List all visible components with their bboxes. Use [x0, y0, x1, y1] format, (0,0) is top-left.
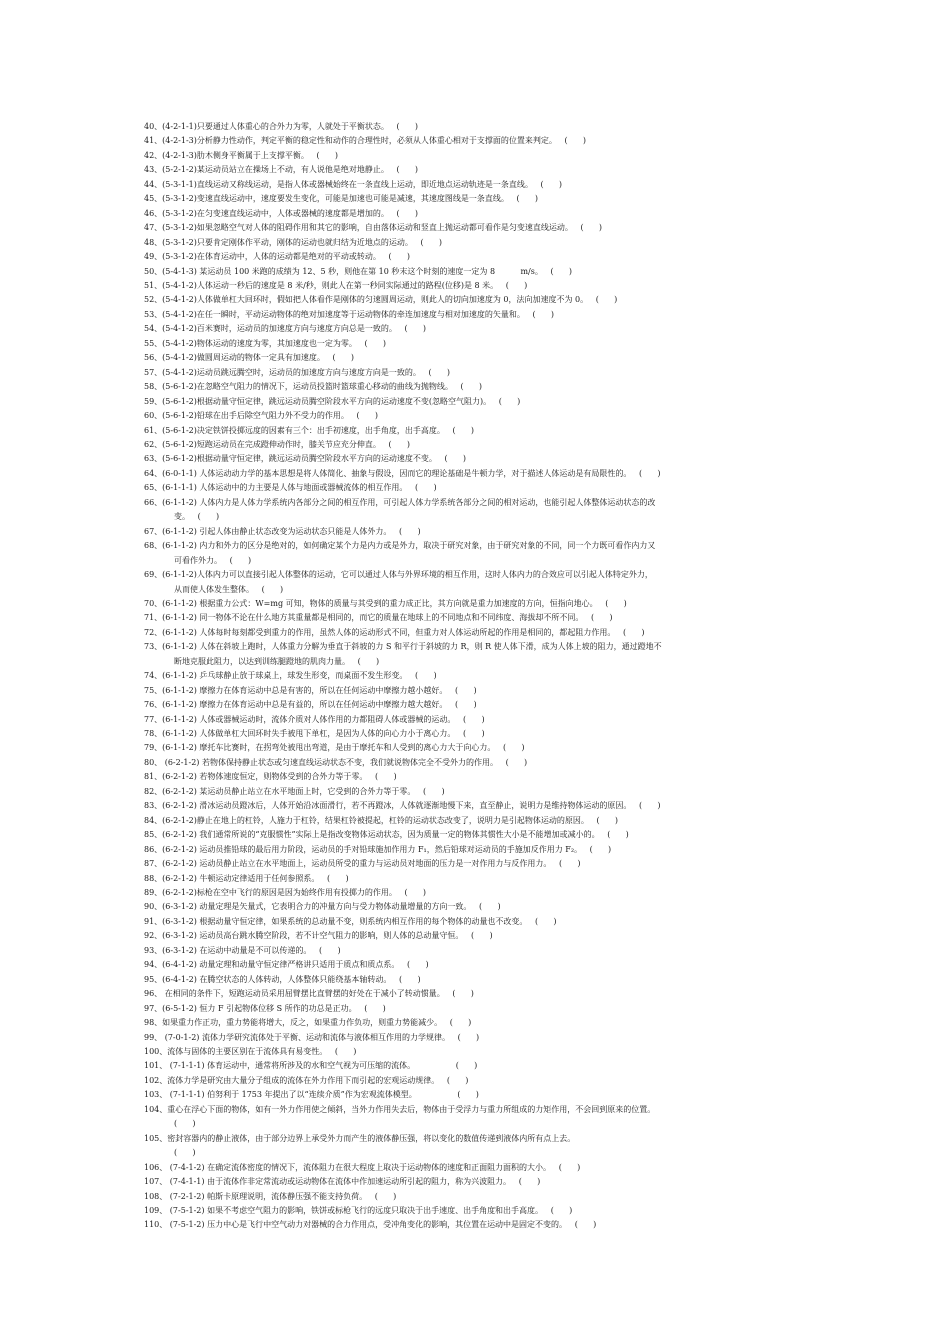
question-item — [144, 1204, 824, 1218]
question-item — [144, 149, 824, 163]
question-text: 63、(5-6-1-2)根据动量守恒定律，跳远运动员腾空阶段水平方向的运动速度不变。 ( ) — [144, 454, 467, 464]
question-item — [144, 958, 824, 972]
question-text: 53、(5-4-1-2)在任一瞬时，平动运动物体的绝对加速度等于运动物体的牵连加速度与相对加速度的矢量和。 ( ) — [144, 309, 555, 319]
question-text: 97、(6-5-1-2) 恒力 F 引起物体位移 S 所作的功总是正功。 ( ) — [144, 1003, 386, 1013]
question-item — [144, 886, 824, 900]
question-item — [144, 308, 824, 322]
question-text: 96、 在相同的条件下，短跑运动员采用屈臂摆比直臂摆的好处在于减小了转动惯量。 ( ) — [144, 989, 474, 999]
question-item — [144, 525, 824, 539]
question-text: 55、(5-4-1-2)物体运动的速度为零，其加速度也一定为零。 ( ) — [144, 338, 387, 348]
question-text: 91、(6-3-1-2) 根据动量守恒定律，如果系统的总动量不变，则系统内相互作用的每个物体的动量也不改变。 ( ) — [144, 916, 557, 926]
question-text: 88、(6-2-1-2) 牛顿运动定律适用于任何参照系。 ( ) — [144, 873, 349, 883]
question-text: 100、流体与固体的主要区别在于流体具有易变性。 ( ) — [144, 1047, 357, 1056]
question-item — [144, 857, 824, 871]
question-text: 77、(6-1-1-2) 人体或器械运动时，流体介质对人体作用的力都阻碍人体或器械的运动。 ( ) — [144, 714, 485, 724]
question-text: 86、(6-2-1-2) 运动员推铅球的最后用力阶段，运动员的手对铅球施加作用力 F₁，然后铅球对运动员的手施加反作用力 F₂。 ( ) — [144, 844, 612, 854]
question-item — [144, 770, 824, 784]
question-item — [144, 626, 824, 640]
question-item — [144, 496, 824, 525]
question-item — [144, 987, 824, 1001]
question-text: 95、(6-4-1-2) 在腾空状态的人体转动，人体整体只能绕基本轴转动。 ( ) — [144, 974, 421, 984]
question-item — [144, 640, 824, 669]
question-text: 40、(4-2-1-1)只要通过人体重心的合外力为零，人就处于平衡状态。 ( ) — [144, 122, 419, 131]
question-item — [144, 265, 824, 279]
question-item — [144, 134, 824, 148]
question-item — [144, 192, 824, 206]
question-item — [144, 684, 824, 698]
question-text: 66、(6-1-1-2) 人体内力是人体力学系统内各部分之间的相互作用，可引起人体力学系统各部分之间的相对运动，也能引起人体整体运动状态的改 — [144, 497, 656, 507]
question-text: 105、密封容器内的静止液体，由于部分边界上承受外力而产生的液体静压强，将以变化的数值传递到液体内所有点上去。 — [144, 1133, 576, 1143]
question-text: 73、(6-1-1-2) 人体在斜坡上跑时，人体重力分解为垂直于斜坡的力 S 和平行于斜坡的力 R，则 R 使人体下滑，成为人体上坡的阻力，通过蹬地不 — [144, 642, 662, 652]
question-text: 104、重心在浮心下面的物体，如有一外力作用使之倾斜，当外力作用失去后，物体由于受浮力与重力所组成的力矩作用，不会回到原来的位置。 — [144, 1104, 656, 1114]
question-text: 65、(6-1-1-1) 人体运动中的力主要是人体与地面或器械流体的相互作用。 ( ) — [144, 483, 437, 493]
question-item — [144, 120, 824, 134]
question-item — [144, 424, 824, 438]
question-text: 83、(6-2-1-2) 滑冰运动员蹬冰后，人体开始沿冰面滑行，若不再蹬冰，人体就逐渐地慢下来，直至静止，说明力是维持物体运动的原因。 ( ) — [144, 801, 661, 811]
question-item — [144, 380, 824, 394]
question-item — [144, 438, 824, 452]
question-text: 76、(6-1-1-2) 摩擦力在体育运动中总是有益的，所以在任何运动中摩擦力越大越好。 ( ) — [144, 700, 477, 710]
question-item — [144, 409, 824, 423]
question-text: 90、(6-3-1-2) 动量定理是矢量式，它表明合力的冲量方向与受力物体动量增量的方向一致。 ( ) — [144, 902, 501, 912]
question-text: 48、(5-3-1-2)只要肯定刚体作平动，刚体的运动也就归结为近地点的运动。 ( ) — [144, 237, 443, 247]
question-item — [144, 337, 824, 351]
question-text: 72、(6-1-1-2) 人体每时每刻都受到重力的作用，虽然人体的运动形式不同，但重力对人体运动所起的作用是相同的，都起阻力作用。 ( ) — [144, 627, 645, 637]
question-text: 54、(5-4-1-2)百米赛时，运动员的加速度方向与速度方向总是一致的。 ( ) — [144, 324, 427, 334]
question-text: 64、(6-0-1-1) 人体运动动力学的基本思想是将人体简化、抽象与假设，因而它的理论基础是牛顿力学，对于描述人体运动是有局限性的。 ( ) — [144, 468, 661, 478]
question-text: 93、(6-3-1-2) 在运动中动量是不可以传递的。 ( ) — [144, 945, 341, 955]
question-item — [144, 872, 824, 886]
question-text: 107、 (7-4-1-1) 由于流体作非定常流动或运动物体在流体中作加速运动所引起的阻力，称为兴波阻力。 ( ) — [144, 1177, 541, 1187]
question-text: 84、(6-2-1-2)静止在地上的杠铃，人施力于杠铃，结果杠铃被提起，杠铃的运动状态改变了，说明力是引起物体运动的原因。 ( ) — [144, 815, 619, 825]
question-text: 60、(5-6-1-2)铅球在出手后除空气阻力外不受力的作用。 ( ) — [144, 411, 379, 421]
question-text: 102、流体力学是研究由大量分子组成的流体在外力作用下而引起的宏观运动规律。 ( ) — [144, 1075, 469, 1085]
question-text-continued: ( ) — [174, 1119, 196, 1129]
question-text-continued: 可看作外力。 ( ) — [174, 555, 252, 565]
question-text: 68、(6-1-1-2) 内力和外力的区分是绝对的，如何确定某个力是内力或是外力，取决于研究对象，由于研究对象的不同，同一个力既可看作内力又 — [144, 541, 656, 551]
question-text: 108、 (7-2-1-2) 帕斯卡原理说明，流体静压强不能支持负荷。 ( ) — [144, 1191, 397, 1201]
question-item — [144, 944, 824, 958]
question-item — [144, 669, 824, 683]
question-text: 70、(6-1-1-2) 根据重力公式：W=mg 可知，物体的质量与其受到的重力成正比，其方向就是重力加速度的方向，恒指向地心。 ( ) — [144, 598, 627, 608]
question-item — [144, 929, 824, 943]
question-text: 57、(5-4-1-2)运动员跳远腾空时，运动员的加速度方向与速度方向是一致的。 ( ) — [144, 367, 451, 377]
question-item — [144, 250, 824, 264]
question-item — [144, 1059, 824, 1073]
question-item — [144, 178, 824, 192]
question-item — [144, 236, 824, 250]
question-item — [144, 351, 824, 365]
question-item — [144, 1088, 824, 1102]
question-text: 67、(6-1-1-2) 引起人体由静止状态改变为运动状态只能是人体外力。 ( ) — [144, 526, 421, 536]
question-text: 94、(6-4-1-2) 动量定理和动量守恒定律严格讲只适用于质点和质点系。 ( ) — [144, 960, 429, 970]
question-text: 78、(6-1-1-2) 人体做单杠大回环时失手被甩下单杠，是因为人体的向心力小于离心力。 ( ) — [144, 729, 485, 739]
question-text: 56、(5-4-1-2)做圆周运动的物体一定具有加速度。 ( ) — [144, 353, 355, 363]
question-item — [144, 395, 824, 409]
question-text: 109、 (7-5-1-2) 如果不考虑空气阻力的影响，铁饼或标枪飞行的远度只取决于出手速度、出手角度和出手高度。 ( ) — [144, 1205, 573, 1215]
question-text: 101、 (7-1-1-1) 体育运动中，通常将所涉及的水和空气视为可压缩的流体。 ( ) — [144, 1061, 478, 1071]
question-text: 45、(5-3-1-2)变速直线运动中，速度要发生变化，可能是加速也可能是减速，其速度图线是一条直线。 ( ) — [144, 194, 539, 204]
question-text: 69、(6-1-1-2)人体内力可以直接引起人体整体的运动，它可以通过人体与外界环境的相互作用，这时人体内力的合效应可以引起人体特定外力， — [144, 570, 653, 580]
question-item — [144, 973, 824, 987]
question-text: 58、(5-6-1-2)在忽略空气阻力的情况下，运动员投篮时篮球重心移动的曲线为抛物线。 ( ) — [144, 382, 483, 392]
question-text-continued: 断地克服此阻力，以达到训练腿蹬地的肌肉力量。 ( ) — [174, 656, 380, 666]
question-text-continued: 变。 ( ) — [174, 512, 220, 522]
question-item — [144, 207, 824, 221]
question-item — [144, 900, 824, 914]
question-text: 71、(6-1-1-2) 同一物体不论在什么地方其重量都是相同的，而它的质量在地球上的不同地点和不同纬度、海拔却不所不同。 ( ) — [144, 613, 613, 623]
question-text: 61、(5-6-1-2)决定铁饼投掷远度的因素有三个：出手初速度，出手角度，出手高度。 ( ) — [144, 425, 475, 435]
question-item — [144, 1103, 824, 1132]
question-item — [144, 1161, 824, 1175]
question-text: 51、(5-4-1-2)人体运动一秒后的速度是 8 米/秒，则此人在第一秒同实际通过的路程(位移)是 8 米。 ( ) — [144, 280, 528, 290]
question-text: 80、 (6-2-1-2) 若物体保持静止状态或匀速直线运动状态不变，我们就说物体完全不受外力的作用。 ( ) — [144, 757, 528, 767]
question-text: 46、(5-3-1-2)在匀变速直线运动中，人体或器械的速度都是增加的。 ( ) — [144, 208, 419, 218]
question-text: 106、 (7-4-1-2) 在确定流体密度的情况下，流体阻力在很大程度上取决于运动物体的速度和正面阻力面积的大小。 ( ) — [144, 1162, 581, 1172]
question-item — [144, 568, 824, 597]
question-list — [144, 120, 824, 1233]
question-item — [144, 799, 824, 813]
question-text: 49、(5-3-1-2)在体育运动中，人体的运动都是绝对的平动或转动。 ( ) — [144, 252, 411, 262]
question-item — [144, 1132, 824, 1161]
question-item — [144, 366, 824, 380]
question-item — [144, 1074, 824, 1088]
question-item — [144, 814, 824, 828]
question-item — [144, 221, 824, 235]
question-item — [144, 539, 824, 568]
question-text: 110、 (7-5-1-2) 压力中心是飞行中空气动力对器械的合力作用点，受冲角变化的影响，其位置在运动中是固定不变的。 ( ) — [144, 1220, 597, 1230]
question-text: 44、(5-3-1-1)直线运动又称线运动，是指人体或器械始终在一条直线上运动，即近地点运动轨迹是一条直线。 ( ) — [144, 179, 563, 189]
question-text-continued: ( ) — [174, 1148, 196, 1158]
question-text: 62、(5-6-1-2)短跑运动员在完成蹬伸动作时，膝关节应充分伸直。 ( ) — [144, 439, 411, 449]
question-item — [144, 1175, 824, 1189]
question-text: 41、(4-2-1-3)分析静力性动作，判定平衡的稳定性和动作的合理性时，必须从人体重心相对于支撑面的位置来判定。 ( ) — [144, 136, 587, 146]
question-item — [144, 293, 824, 307]
question-item — [144, 785, 824, 799]
question-item — [144, 1031, 824, 1045]
question-text: 47、(5-3-1-2)如果忽略空气对人体的阻碍作用和其它的影响，自由落体运动和竖直上抛运动都可看作是匀变速直线运动。 ( ) — [144, 223, 603, 233]
question-item — [144, 279, 824, 293]
question-item — [144, 843, 824, 857]
question-text: 50、(5-4-1-3) 某运动员 100 米跑的成绩为 12、5 秒，则他在第 10 秒末这个时刻的速度一定为 8 m/s。 ( ) — [144, 266, 572, 276]
question-text: 85、(6-2-1-2) 我们通常所说的“克服惯性”实际上是指改变物体运动状态，因为质量一定的物体其惯性大小是不能增加或减小的。 ( ) — [144, 830, 629, 840]
question-item — [144, 915, 824, 929]
question-text: 87、(6-2-1-2) 运动员静止站立在水平地面上，运动员所受的重力与运动员对地面的压力是一对作用力与反作用力。 ( ) — [144, 859, 581, 869]
question-text: 75、(6-1-1-2) 摩擦力在体育运动中总是有害的，所以在任何运动中摩擦力越小越好。 ( ) — [144, 685, 477, 695]
question-text: 99、 (7-0-1-2) 流体力学研究流体处于平衡、运动和流体与液体相互作用的力学规律。 ( ) — [144, 1032, 480, 1042]
question-text: 89、(6-2-1-2)标枪在空中飞行的原因是因为始终作用有投掷力的作用。 ( ) — [144, 888, 427, 898]
question-text: 81、(6-2-1-2) 若物体速度恒定，则物体受到的合外力等于零。 ( ) — [144, 772, 397, 782]
question-text: 98、如果重力作正功，重力势能将增大，反之，如果重力作负功，则重力势能减少。 ( ) — [144, 1018, 472, 1028]
question-text: 79、(6-1-1-2) 摩托车比赛时，在拐弯处被甩出弯道，是由于摩托车和人受到的离心力大于向心力。 ( ) — [144, 743, 525, 753]
question-item — [144, 741, 824, 755]
question-text: 92、(6-3-1-2) 运动员高台跳水腾空阶段，若不计空气阻力的影响，则人体的总动量守恒。 ( ) — [144, 931, 493, 941]
question-item — [144, 1218, 824, 1232]
question-text: 43、(5-2-1-2)某运动员站立在操场上不动，有人说他是绝对地静止。 ( ) — [144, 165, 419, 175]
question-item — [144, 322, 824, 336]
question-item — [144, 698, 824, 712]
question-item — [144, 1016, 824, 1030]
question-item — [144, 1045, 824, 1059]
question-item — [144, 597, 824, 611]
question-item — [144, 727, 824, 741]
question-item — [144, 828, 824, 842]
question-item — [144, 467, 824, 481]
question-text: 103、 (7-1-1-1) 伯努利于 1753 年提出了以“连续介质”作为宏观流体模型。 ( ) — [144, 1090, 479, 1100]
question-text-continued: 从而使人体发生整体。 ( ) — [174, 584, 284, 594]
question-text: 42、(4-2-1-3)肋木侧身平衡属于上支撑平衡。 ( ) — [144, 150, 339, 160]
question-item — [144, 452, 824, 466]
question-item — [144, 1190, 824, 1204]
question-item — [144, 481, 824, 495]
question-item — [144, 756, 824, 770]
question-text: 59、(5-6-1-2)根据动量守恒定律，跳远运动员腾空阶段水平方向的运动速度不变(忽略空气阻力)。 ( ) — [144, 396, 521, 406]
question-item — [144, 1002, 824, 1016]
question-text: 82、(6-2-1-2) 某运动员静止站立在水平地面上时，它受到的合外力等于零。 ( ) — [144, 786, 445, 796]
question-item — [144, 611, 824, 625]
question-item — [144, 713, 824, 727]
question-text: 74、(6-1-1-2) 乒乓球静止放于球桌上，球发生形变，而桌面不发生形变。 ( ) — [144, 671, 437, 681]
question-text: 52、(5-4-1-2)人体做单杠大回环时，假如把人体看作是刚体的匀速圆周运动，则此人的切向加速度为 0，法向加速度不为 0。 ( ) — [144, 295, 618, 305]
question-item — [144, 163, 824, 177]
